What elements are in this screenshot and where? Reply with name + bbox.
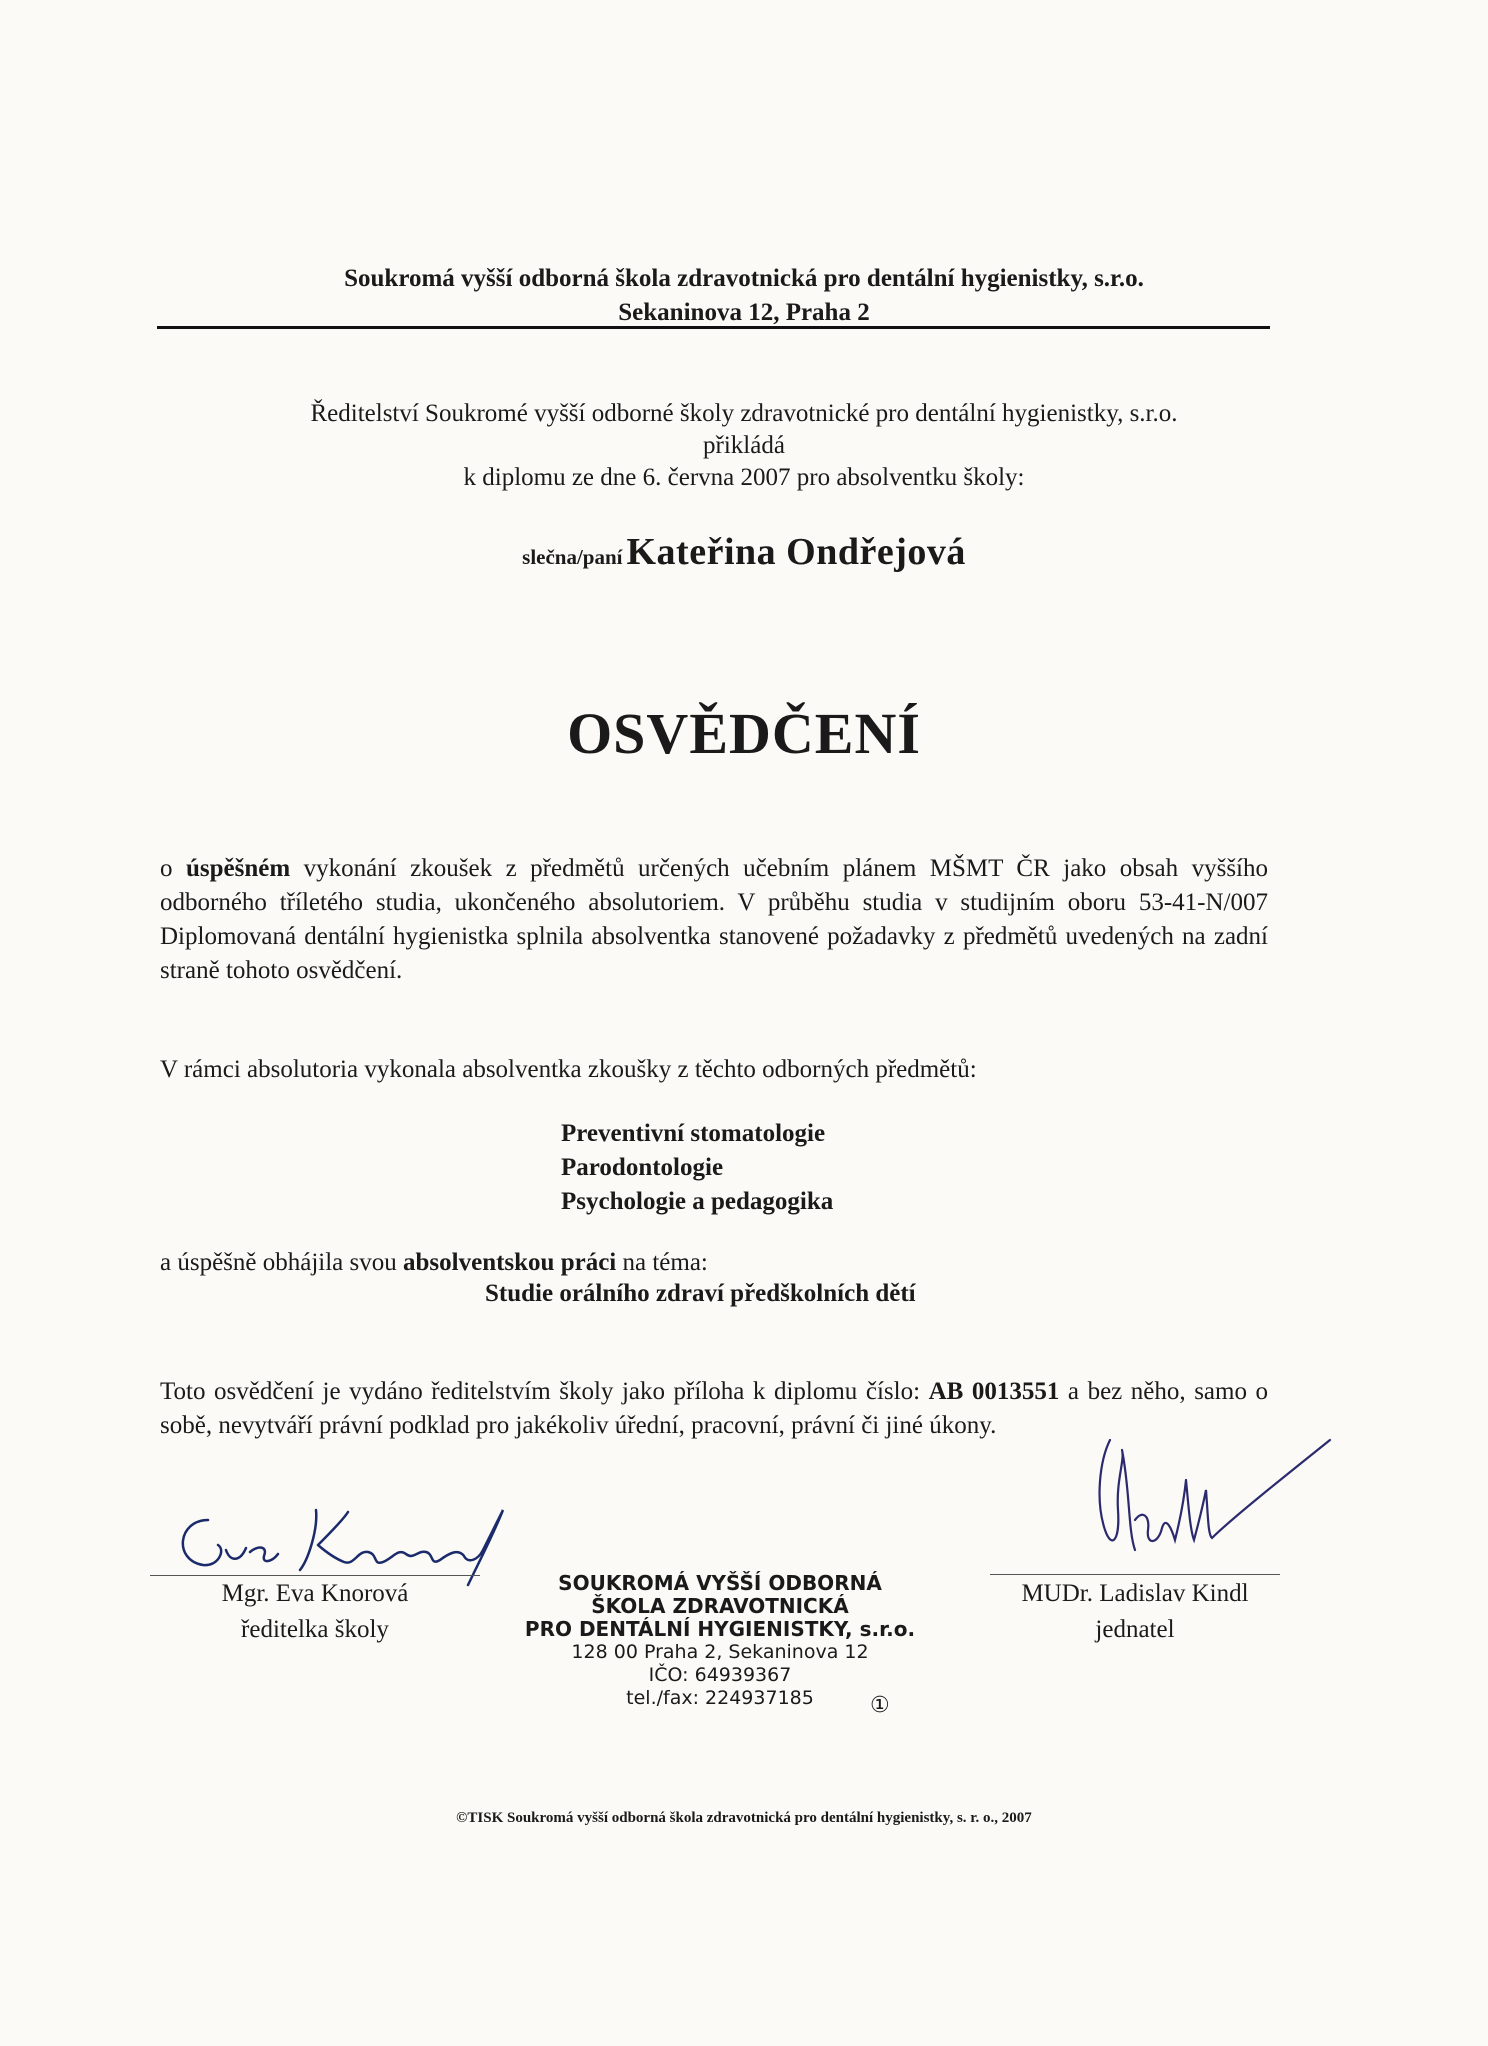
signatory-left-role: ředitelka školy [241,1616,389,1643]
stamp-line-3: PRO DENTÁLNÍ HYGIENISTKY, s.r.o. [524,1617,916,1641]
p3-end: na téma: [622,1249,708,1276]
school-name: Soukromá vyšší odborná škola zdravotnická pro dentální hygienistky, s.r.o. [344,265,1144,292]
stamp-line-2: ŠKOLA ZDRAVOTNICKÁ [591,1594,849,1618]
p4-end: a bez něho, samo o sobě, nevytváří právní podklad pro jakékoliv úřední, pracovní, právní či jiné úkony. [160,1378,1269,1439]
signature-right [1080,1420,1340,1580]
body-paragraph-1 [160,852,1268,988]
signatory-left [150,1576,480,1648]
document-title: OSVĚDČENÍ [567,701,921,766]
signatory-left-name: Mgr. Eva Knorová [221,1580,409,1607]
signature-line-right [990,1574,1280,1575]
stamp-line-4: 128 00 Praha 2, Sekaninova 12 [571,1641,869,1663]
school-address: Sekaninova 12, Praha 2 [618,299,870,326]
body-paragraph-2: V rámci absolutoria vykonala absolventka zkoušky z těchto odborných předmětů: [160,1056,977,1083]
intro-line-3: k diplomu ze dne 6. června 2007 pro absolventku školy: [463,464,1025,491]
stamp-line-6: tel./fax: 224937185 [626,1687,814,1709]
intro-line-2: přikládá [703,432,785,459]
subjects-list [561,1117,833,1219]
signatory-right-name: MUDr. Ladislav Kindl [1021,1580,1249,1607]
body-paragraph-3 [160,1246,1268,1280]
header-rule [157,326,1270,329]
recipient [0,530,1488,574]
recipient-name: Kateřina Ondřejová [626,531,966,573]
school-stamp [520,1572,920,1710]
p1-rest: vykonání zkoušek z předmětů určených učebním plánem MŠMT ČR jako obsah vyššího odborného tříletého studia, ukončeného absolutoriem. V průběhu studia v studijním oboru 53-41-N/007 Diplomovaná dentální hygienistka splnila absolventka stanovené požadavky z předmětů uvedených na zadní straně tohoto osvědčení. [160,855,1268,984]
recipient-prefix: slečna/paní [522,545,623,569]
print-footer: ©TISK Soukromá vyšší odborná škola zdravotnická pro dentální hygienistky, s. r. o., 2007 [456,1810,1032,1826]
p4-start: Toto osvědčení je vydáno ředitelstvím školy jako příloha k diplomu číslo: [160,1378,921,1405]
stamp-mark: ① [870,1693,890,1718]
thesis-title: Studie orálního zdraví předškolních dětí [485,1280,916,1307]
subject-item: Parodontologie [561,1154,724,1181]
signatory-right-role: jednatel [1095,1616,1175,1643]
signatory-right [990,1576,1280,1648]
p3-bold: absolventskou práci [403,1249,617,1276]
intro-line-1: Ředitelství Soukromé vyšší odborné školy zdravotnické pro dentální hygienistky, s.r.o. [310,400,1178,427]
p1-bold: úspěšném [185,855,291,882]
subject-item: Preventivní stomatologie [561,1120,826,1147]
subject-item: Psychologie a pedagogika [561,1188,834,1215]
p3-start: a úspěšně obhájila svou [160,1249,397,1276]
stamp-line-1: SOUKROMÁ VYŠŠÍ ODBORNÁ [558,1571,882,1595]
p1-start: o [160,855,173,882]
stamp-line-5: IČO: 64939367 [648,1664,792,1686]
diploma-number: AB 0013551 [928,1378,1060,1405]
